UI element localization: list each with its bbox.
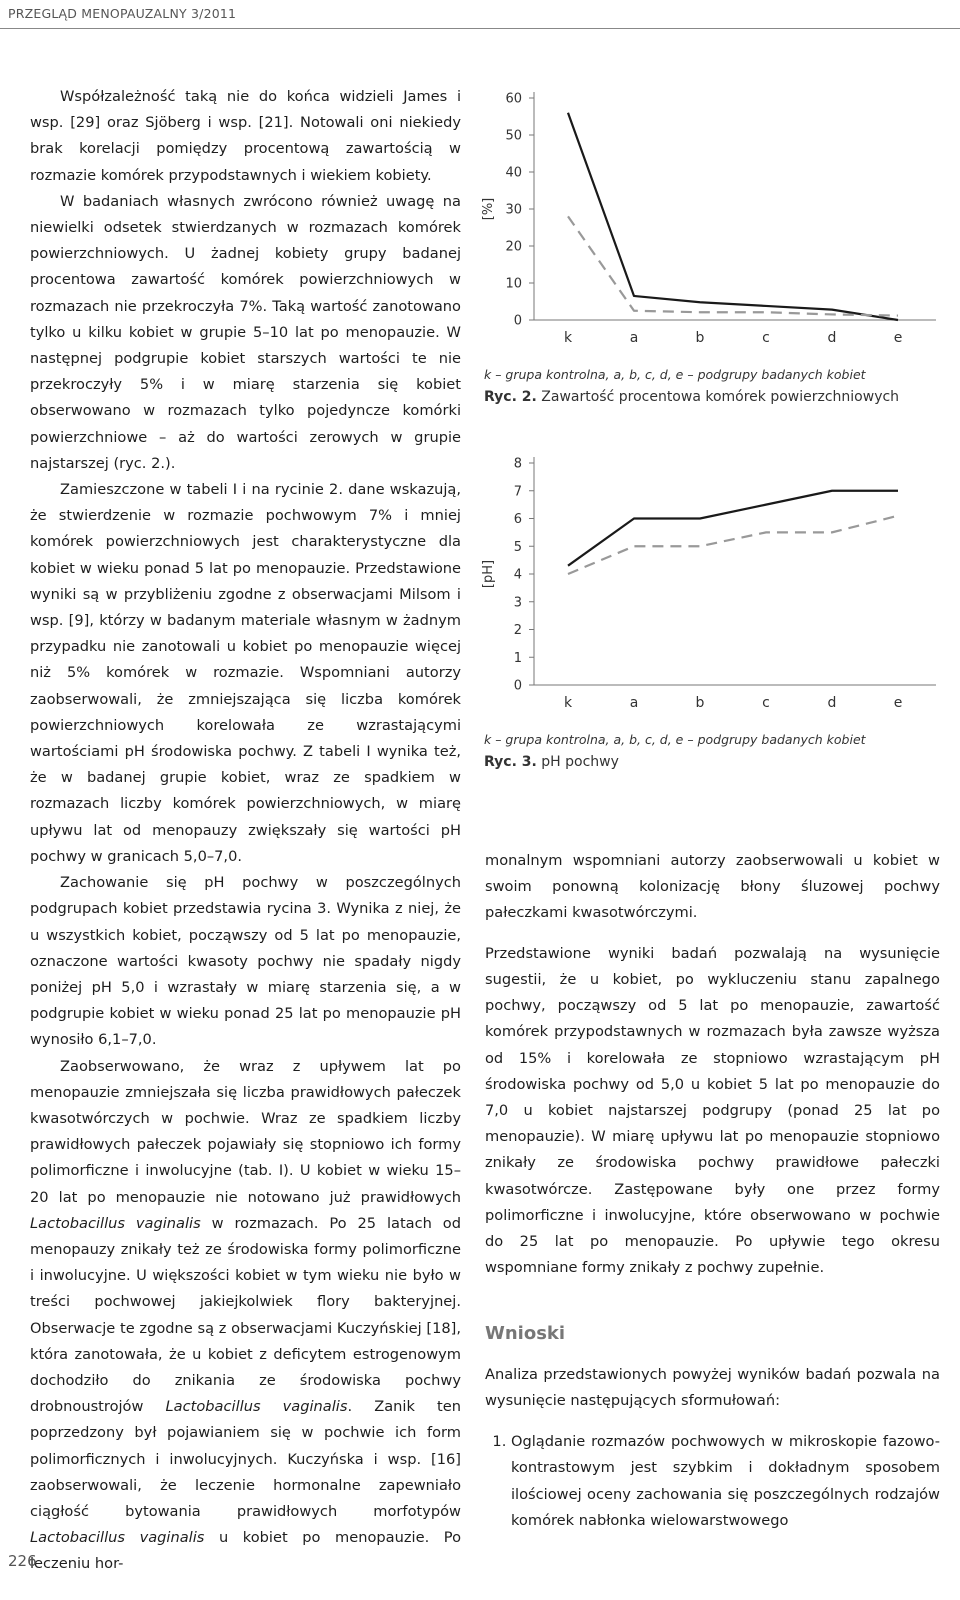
y-tick-label: 20 bbox=[505, 239, 522, 255]
y-tick-label: 40 bbox=[505, 165, 522, 181]
figure-3-chart bbox=[476, 445, 946, 729]
y-tick-label: 0 bbox=[513, 313, 522, 329]
x-tick-label: b bbox=[695, 695, 705, 711]
y-tick-label: 50 bbox=[505, 128, 522, 144]
paragraph bbox=[30, 1054, 461, 1578]
series-line-solid bbox=[568, 113, 898, 320]
paragraph: Zamieszczone w tabeli I i na rycinie 2. dane wskazują, że stwierdzenie w rozmazie pochwowym 7% i mniej komórek powierzchniowych jest charakterystyczne dla kobiet w wieku ponad 5 lat po menopauzie. Przedstawione wyniki są w przybliżeniu zgodne z obserwacjami Milsom i wsp. [9], którzy w badanym materiale własnym w żadnym przypadku nie zanotowali u kobiet po menopauzie więcej niż 5% komórek w rozmazie. Wspomniani autorzy zaobserwowali, że zmniejszająca się liczba komórek powierzchniowych korelowała ze wzrastającymi wartościami pH środowiska pochwy. Z tabeli I wynika też, że w badanej grupie kobiet, wraz ze spadkiem w rozmazach liczby komórek powierzchniowych, w miarę upływu lat od menopauzy zwiększały się wartości pH pochwy w granicach 5,0–7,0. bbox=[30, 481, 461, 865]
text-run: . Zanik ten poprzedzony był pojawianiem się w pochwie ich form polimorficznych i inwolucyjnych. Kuczyńska i wsp. [16] zaobserwowali, że leczenie hormonalne zapewniało ciągłość bytowania prawidłowych morfotypów bbox=[30, 1398, 461, 1520]
y-tick-label: 2 bbox=[513, 623, 522, 638]
figure-label: Ryc. 2. bbox=[484, 389, 537, 405]
x-tick-label: k bbox=[563, 695, 573, 711]
chart-svg bbox=[476, 445, 946, 725]
x-tick-label: e bbox=[893, 330, 903, 346]
paragraph: Zachowanie się pH pochwy w poszczególnych podgrupach kobiet przedstawia rycina 3. Wynika z niej, że u wszystkich kobiet, począwszy od 5 lat po menopauzie, oznaczone wartości kwasoty pochwy nie spadały nigdy poniżej pH 5,0 i wzrastały w miarę starzenia się, a w podgrupie kobiet w wieku ponad 25 lat po menopauzie pH wynosiło 6,1–7,0. bbox=[30, 874, 461, 1049]
y-tick-label: 4 bbox=[513, 567, 522, 583]
figure-title: pH pochwy bbox=[536, 754, 619, 770]
paragraph: W badaniach własnych zwrócono również uwagę na niewielki odsetek stwierdzanych w rozmazach komórek powierzchniowych. U żadnej kobiety grupy badanej procentowa zawartość komórek powierzchniowych w rozmazach nie przekroczyła 7%. Taką wartość zanotowano tylko u kilku kobiet w grupie 5–10 lat po menopauzie. W następnej podgrupie kobiet starszych wartości te nie przekroczyły 5% i w miarę starzenia się kobiet obserwowano w rozmazach tylko pojedyncze komórki powierzchniowe – aż do wartości zerowych w grupie najstarszej (ryc. 2.). bbox=[30, 192, 461, 472]
text-run: u kobiet po menopauzie. Po leczeniu hor- bbox=[30, 1529, 462, 1573]
y-axis-label: [%] bbox=[481, 197, 496, 221]
section-heading: Wnioski bbox=[485, 1323, 566, 1345]
y-tick-label: 0 bbox=[513, 678, 522, 694]
paragraph: Przedstawione wyniki badań pozwalają na wysunięcie sugestii, że u kobiet, po wykluczeniu stanu zapalnego pochwy, począwszy od 5 lat po menopauzie, zawartość komórek przypodstawnych w rozmazach była zawsze wyższa od 15% i korelowała ze stopniowo wzrastającym pH środowiska pochwy od 5,0 u kobiet 5 lat po menopauzie do 7,0 u kobiet najstarszej podgrupy (ponad 25 lat po menopauzie). W miarę upływu lat po menopauzie stopniowo znikały ze środowiska pochwy prawidłowe pałeczki kwasotwórcze. Zastępowane były one przez formy polimorficzne i inwolucyjne, które obserwowano w pochwie do 25 lat po menopauzie. Po upływie tego okresu wspomniane formy znikały z pochwy zupełnie. bbox=[485, 944, 940, 1277]
page-number: 226 bbox=[8, 1552, 37, 1570]
x-tick-label: e bbox=[893, 695, 903, 711]
y-axis-label: [pH] bbox=[481, 559, 496, 589]
series-line-dashed bbox=[568, 216, 898, 315]
y-tick-label: 60 bbox=[505, 91, 522, 107]
y-tick-label: 6 bbox=[513, 512, 522, 527]
x-tick-label: c bbox=[762, 330, 770, 346]
y-tick-label: 5 bbox=[513, 539, 522, 555]
text-run: w rozmazach. Po 25 latach od menopauzy znikały też ze środowiska formy polimorficzne i inwolucyjne. U większości kobiet w tym wieku nie było w treści pochwowej jakiejkolwiek flory bakteryjnej. Obserwacje te zgodne są z obserwacjami Kuczyńskiej [18], która zanotowała, że u kobiet z deficytem estrogenowym dochodziło do znikania ze środowiska pochwy drobnoustrojów bbox=[30, 1214, 461, 1416]
figure-label: Ryc. 3. bbox=[484, 754, 537, 770]
paragraph: Analiza przedstawionych powyżej wyników badań pozwala na wysunięcie następujących sformułowań: bbox=[485, 1366, 940, 1410]
paragraph: Współzależność taką nie do końca widzieli James i wsp. [29] oraz Sjöberg i wsp. [21]. Notowali oni niekiedy brak korelacji pomiędzy procentową zawartością w rozmazie komórek przypodstawnych i wiekiem kobiety. bbox=[30, 88, 461, 184]
y-tick-label: 8 bbox=[513, 456, 522, 472]
header-rule bbox=[0, 28, 960, 29]
y-tick-label: 3 bbox=[513, 595, 522, 611]
species-name: Lactobacillus vaginalis bbox=[165, 1398, 348, 1416]
x-tick-label: a bbox=[629, 330, 639, 346]
x-tick-label: k bbox=[563, 330, 573, 346]
x-tick-label: d bbox=[827, 330, 837, 346]
chart-svg bbox=[476, 80, 946, 360]
running-title: PRZEGLĄD MENOPAUZALNY 3/2011 bbox=[8, 6, 237, 21]
x-tick-label: a bbox=[629, 695, 639, 711]
figure-legend: k – grupa kontrolna, a, b, c, d, e – podgrupy badanych kobiet bbox=[484, 732, 866, 747]
y-tick-label: 7 bbox=[513, 484, 522, 500]
list-item: 1. Oglądanie rozmazów pochwowych w mikroskopie fazowo-kontrastowym jest szybkim i dokładnym sposobem ilościowej oceny zachowania się poszczególnych rodzajów komórek nabłonka wielowarstwowego bbox=[511, 1429, 940, 1534]
figure-2-caption bbox=[484, 364, 944, 408]
right-column bbox=[485, 833, 940, 1534]
figure-title: Zawartość procentowa komórek powierzchniowych bbox=[536, 389, 900, 405]
paragraph: monalnym wspomniani autorzy zaobserwowali u kobiet w swoim ponowną kolonizację błony śluzowej pochwy pałeczkami kwasotwórczymi. bbox=[485, 851, 940, 921]
conclusions-list bbox=[485, 1429, 940, 1534]
species-name: Lactobacillus vaginalis bbox=[30, 1529, 205, 1547]
y-tick-label: 30 bbox=[505, 202, 522, 218]
figure-legend: k – grupa kontrolna, a, b, c, d, e – podgrupy badanych kobiet bbox=[484, 367, 866, 382]
x-tick-label: b bbox=[695, 330, 705, 346]
series-line-dashed bbox=[568, 516, 898, 574]
figure-3-caption bbox=[484, 729, 944, 773]
left-column bbox=[30, 84, 461, 1578]
y-tick-label: 1 bbox=[513, 650, 522, 666]
y-tick-label: 10 bbox=[505, 276, 522, 292]
species-name: Lactobacillus vaginalis bbox=[30, 1214, 201, 1232]
text-run: Zaobserwowano, że wraz z upływem lat po menopauzie zmniejszała się liczba prawidłowych pałeczek kwasotwórczych w pochwie. Wraz ze spadkiem liczby prawidłowych pałeczek pojawiały się stopniowo ich formy polimorficzne i inwolucyjne (tab. I). U kobiet w wieku 15–20 lat po menopauzie nie notowano już prawidłowych bbox=[30, 1057, 461, 1206]
figure-2-chart bbox=[476, 80, 946, 364]
x-tick-label: d bbox=[827, 695, 837, 711]
x-tick-label: c bbox=[762, 695, 770, 711]
